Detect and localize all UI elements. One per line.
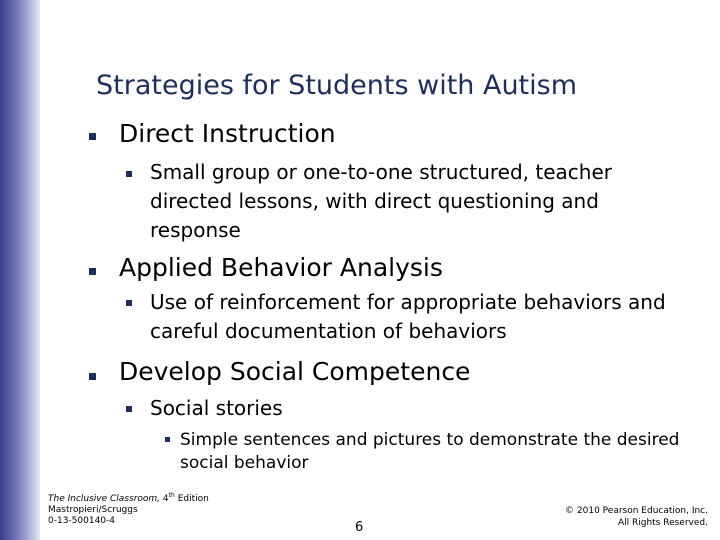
bullet-applied-behavior-analysis: Applied Behavior Analysis: [119, 253, 443, 282]
bullet-square-icon: [89, 373, 96, 380]
bullet-square-icon: [89, 133, 96, 140]
sub-sub-bullet-square-icon: [165, 437, 170, 442]
slide-sidebar-band: [0, 0, 40, 540]
footer-authors: Mastropieri/Scruggs: [48, 505, 138, 515]
sub-bullet-square-icon: [126, 300, 132, 306]
footer-copyright-line1: © 2010 Pearson Education, Inc.: [565, 506, 708, 516]
footer-edition-sup: th: [168, 492, 175, 499]
bullet-develop-social-competence: Develop Social Competence: [119, 357, 471, 386]
sub-bullet-social-stories: Social stories: [150, 396, 283, 420]
sub-sub-bullet-simple-sentences: Simple sentences and pictures to demonstrate the desired social behavior: [180, 430, 680, 473]
footer-isbn: 0-13-500140-4: [48, 516, 116, 526]
footer-book-info: [48, 490, 209, 527]
sub-bullet-direct-instruction: Small group or one-to-one structured, teacher directed lessons, with direct questioning and response: [150, 160, 612, 242]
sub-bullet-applied-behavior-analysis: Use of reinforcement for appropriate behaviors and careful documentation of behaviors: [150, 290, 666, 343]
footer-copyright-line2: All Rights Reserved.: [617, 518, 708, 528]
footer-edition-word: Edition: [177, 494, 209, 504]
sub-bullet-square-icon: [126, 171, 132, 177]
slide-title: Strategies for Students with Autism: [96, 70, 578, 101]
footer-edition-num: 4: [162, 494, 169, 504]
page-number: 6: [355, 520, 364, 535]
bullet-direct-instruction: Direct Instruction: [119, 119, 336, 148]
sub-bullet-square-icon: [126, 406, 132, 412]
footer-copyright: [565, 505, 708, 529]
footer-book-title: The Inclusive Classroom,: [48, 494, 161, 504]
bullet-square-icon: [89, 268, 96, 275]
